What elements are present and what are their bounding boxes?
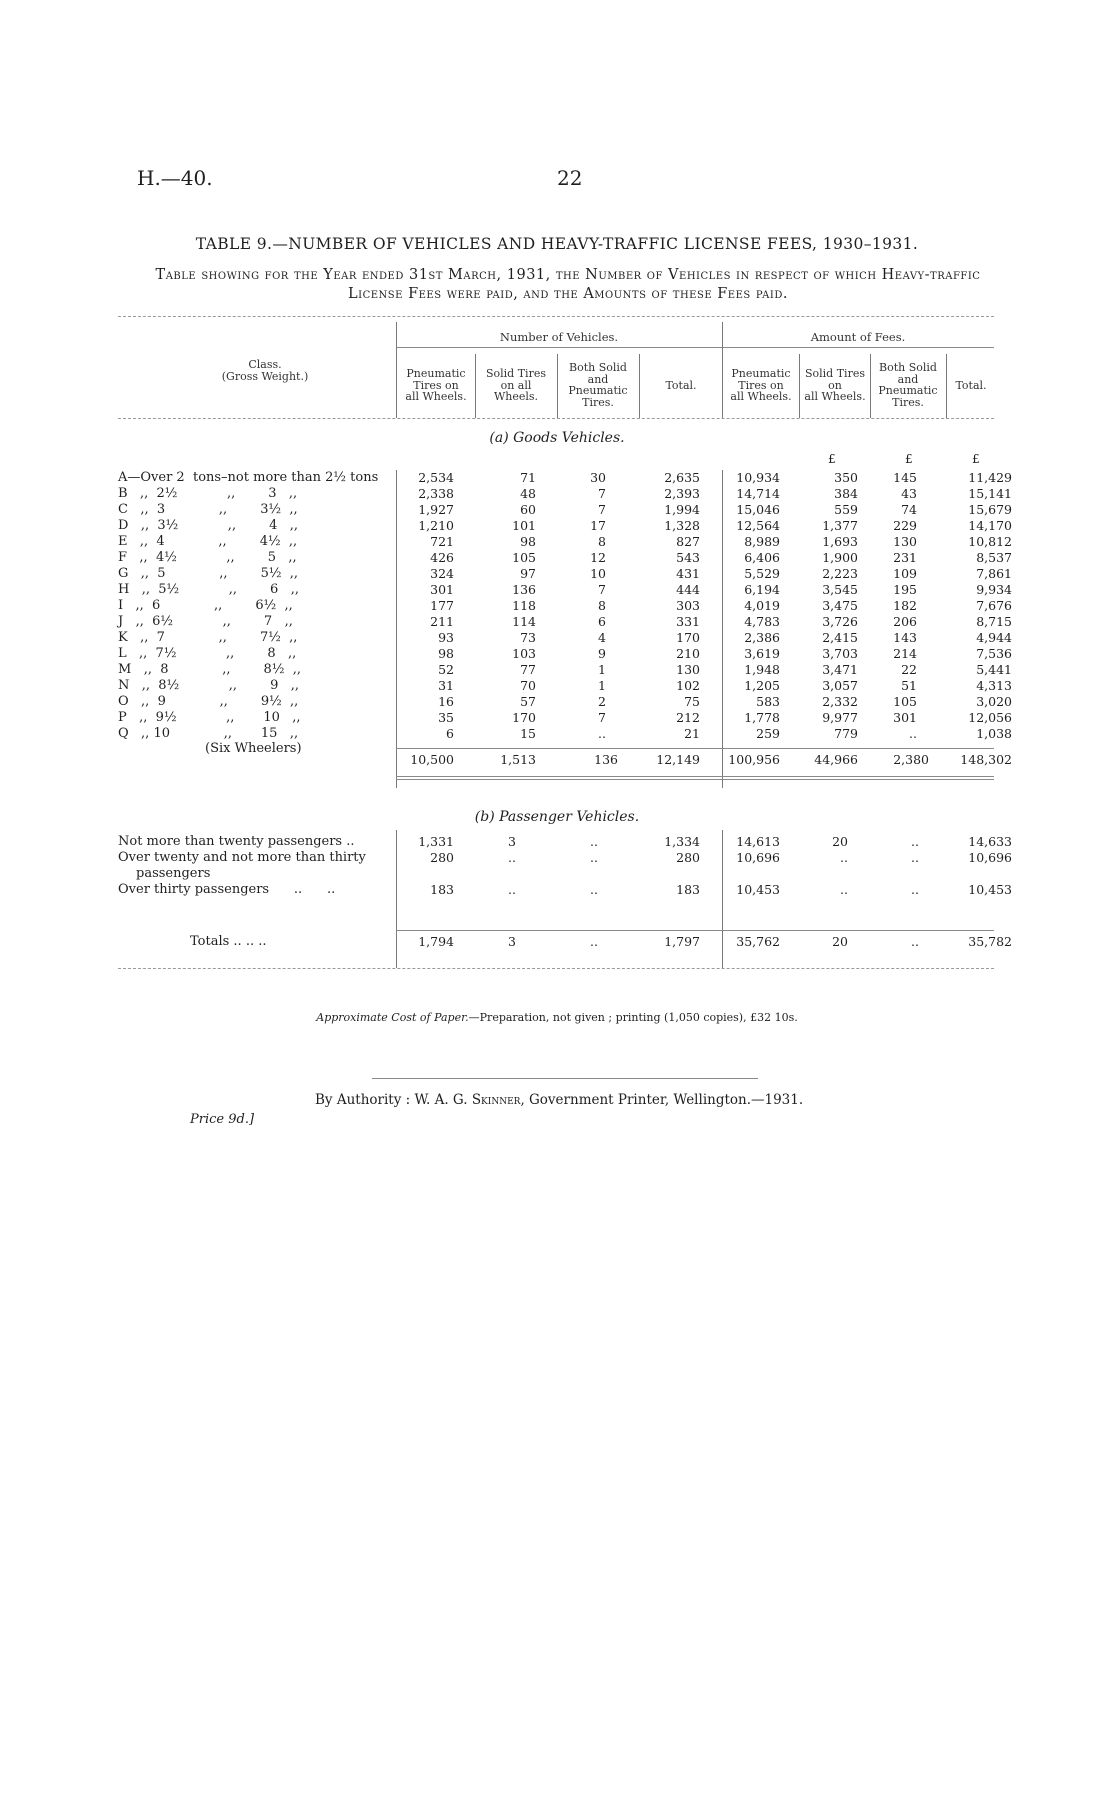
table-row (118, 518, 1012, 534)
table-subtitle: Table showing for the Year ended 31st March, 1931, the Number of Vehicles in respect of which Heavy-traffic License Fees were paid, and the Amounts of these Fees paid. (155, 267, 981, 302)
class-label: L ,, 7½ ,, 8 ,, (118, 646, 297, 661)
cell-value: 2,534 (418, 470, 454, 485)
col-both-vehicles: Both Solid and Pneumatic Tires. (568, 361, 628, 409)
passenger-class-label (118, 834, 388, 850)
cell-value: 7 (598, 502, 606, 517)
passenger-totals-row (118, 934, 1012, 950)
cell-value: 9,977 (822, 710, 858, 725)
cell-value: 8 (598, 598, 606, 613)
cell-value: 12,564 (736, 518, 780, 533)
table-row (118, 630, 1012, 646)
cell-value: 118 (512, 598, 536, 613)
cell-value: 3,545 (822, 582, 858, 597)
passenger-class-line: Over thirty passengers .. .. (118, 882, 336, 897)
table-row (118, 662, 1012, 678)
cell-value: 170 (512, 710, 536, 725)
class-header: Class. (Gross Weight.) (221, 358, 309, 383)
col-both-fees: Both Solid and Pneumatic Tires. (878, 361, 938, 409)
cell-value: 6 (598, 614, 606, 629)
cell-value: 17 (590, 518, 606, 533)
cell-value: 1 (598, 662, 606, 677)
cell-value: 2,338 (418, 486, 454, 501)
cell-value: 102 (676, 678, 700, 693)
cell-value: 57 (520, 694, 536, 709)
amount-of-fees-header: Amount of Fees. (810, 330, 906, 344)
cell-value: 303 (676, 598, 700, 613)
table-row (118, 882, 1012, 898)
cell-value: 206 (893, 614, 917, 629)
cell-value: 20 (832, 834, 848, 849)
cell-value: 1 (598, 678, 606, 693)
number-of-vehicles-header: Number of Vehicles. (499, 330, 619, 344)
cell-value: 195 (893, 582, 917, 597)
cell-value: .. (590, 882, 598, 897)
cell-value: 8,715 (976, 614, 1012, 629)
cell-value: 35 (438, 710, 454, 725)
cell-value: 14,714 (736, 486, 780, 501)
cell-value: 130 (676, 662, 700, 677)
cell-value: .. (911, 850, 919, 865)
passenger-class-line: passengers (136, 866, 211, 881)
cell-value: 3,057 (822, 678, 858, 693)
cell-value: 74 (901, 502, 917, 517)
cell-value: 43 (901, 486, 917, 501)
table-row (118, 726, 1012, 742)
cell-value: 1,900 (822, 550, 858, 565)
cell-value: 3,619 (744, 646, 780, 661)
cell-value: 1,038 (976, 726, 1012, 741)
class-label: N ,, 8½ ,, 9 ,, (118, 678, 300, 693)
cell-value: 75 (684, 694, 700, 709)
cell-value: 7 (598, 582, 606, 597)
cell-value: 10,812 (968, 534, 1012, 549)
table-row (118, 834, 1012, 850)
cell-value: 721 (430, 534, 454, 549)
cell-value: 301 (893, 710, 917, 725)
cell-value: 183 (676, 882, 700, 897)
cell-value: .. (590, 850, 598, 865)
cell-value: 143 (893, 630, 917, 645)
class-label: B ,, 2½ ,, 3 ,, (118, 486, 298, 501)
cell-value: 114 (512, 614, 536, 629)
cell-value: 9,934 (976, 582, 1012, 597)
cell-value: 280 (430, 850, 454, 865)
cost-text: —Preparation, not given ; printing (1,050 copies), £32 10s. (468, 1011, 798, 1024)
passenger-vehicles-heading: (b) Passenger Vehicles. (474, 809, 640, 825)
cell-value: .. (590, 834, 598, 849)
cell-value: 4,313 (976, 678, 1012, 693)
cell-value: 77 (520, 662, 536, 677)
table-bottom-rule (118, 968, 994, 969)
table-row (118, 850, 1012, 882)
class-label: K ,, 7 ,, 7½ ,, (118, 630, 298, 645)
cell-value: 98 (520, 534, 536, 549)
table-row (118, 694, 1012, 710)
group-rule (396, 347, 994, 348)
pound-sign: £ (905, 452, 913, 466)
cell-value: 1,377 (822, 518, 858, 533)
cell-value: 1,994 (664, 502, 700, 517)
cell-value: 183 (430, 882, 454, 897)
cell-value: 2,393 (664, 486, 700, 501)
cell-value: 51 (901, 678, 917, 693)
header-bottom-rule (118, 418, 994, 419)
cell-value: 9 (598, 646, 606, 661)
goods-fees-both: 2,380 (893, 752, 929, 767)
cell-value: 4,783 (744, 614, 780, 629)
cell-value: 5,529 (744, 566, 780, 581)
class-label: Q ,, 10 ,, 15 ,, (118, 726, 299, 741)
cell-value: 384 (834, 486, 858, 501)
cost-of-paper-note (0, 1011, 1114, 1024)
goods-total-total: 12,149 (656, 752, 700, 767)
cell-value: 214 (893, 646, 917, 661)
cell-value: 7,676 (976, 598, 1012, 613)
header-top-rule (118, 316, 994, 317)
class-label: F ,, 4½ ,, 5 ,, (118, 550, 297, 565)
cell-value: 2,386 (744, 630, 780, 645)
cell-value: 2,223 (822, 566, 858, 581)
cell-value: 130 (893, 534, 917, 549)
table-row (118, 534, 1012, 550)
cell-value: 4,019 (744, 598, 780, 613)
class-label: E ,, 4 ,, 4½ ,, (118, 534, 298, 549)
cell-value: 109 (893, 566, 917, 581)
cell-value: 14,170 (968, 518, 1012, 533)
cell-value: 2,332 (822, 694, 858, 709)
class-label: C ,, 3 ,, 3½ ,, (118, 502, 298, 517)
cell-value: .. (909, 726, 917, 741)
class-label: H ,, 5½ ,, 6 ,, (118, 582, 299, 597)
table-row (118, 646, 1012, 662)
cell-value: 31 (438, 678, 454, 693)
cell-value: 3 (508, 834, 516, 849)
cell-value: 16 (438, 694, 454, 709)
passenger-class-label (118, 850, 388, 882)
goods-fees-pneumatic: 100,956 (728, 752, 780, 767)
cell-value: 212 (676, 710, 700, 725)
cell-value: 30 (590, 470, 606, 485)
cell-value: 231 (893, 550, 917, 565)
cell-value: 431 (676, 566, 700, 581)
price-note: Price 9d.] (190, 1112, 255, 1127)
cell-value: .. (911, 882, 919, 897)
cost-label: Approximate Cost of Paper. (316, 1011, 469, 1024)
cell-value: 10,696 (736, 850, 780, 865)
cell-value: 211 (430, 614, 454, 629)
cell-value: 101 (512, 518, 536, 533)
cell-value: 1,927 (418, 502, 454, 517)
class-label: G ,, 5 ,, 5½ ,, (118, 566, 299, 581)
goods-vehicles-table (118, 470, 1012, 742)
passenger-class-line: Over twenty and not more than thirty (118, 850, 366, 865)
cell-value: 105 (893, 694, 917, 709)
class-label: J ,, 6½ ,, 7 ,, (118, 614, 293, 629)
cell-value: 444 (676, 582, 700, 597)
pass-total-solid: 3 (508, 934, 516, 949)
printer-name: Skinner (471, 1092, 521, 1108)
cell-value: 331 (676, 614, 700, 629)
cell-value: .. (840, 882, 848, 897)
cell-value: 7 (598, 710, 606, 725)
goods-totals-row (118, 752, 1012, 768)
table-row (118, 550, 1012, 566)
table-row (118, 582, 1012, 598)
goods-totals-top-rule (396, 748, 994, 749)
cell-value: 93 (438, 630, 454, 645)
cell-value: 10 (590, 566, 606, 581)
goods-vehicles-heading: (a) Goods Vehicles. (489, 430, 625, 446)
cell-value: 559 (834, 502, 858, 517)
passenger-class-line: Not more than twenty passengers .. (118, 834, 355, 849)
goods-totals-bottom-rule (396, 776, 994, 777)
cell-value: 779 (834, 726, 858, 741)
class-label: O ,, 9 ,, 9½ ,, (118, 694, 299, 709)
six-wheelers-note: (Six Wheelers) (205, 741, 302, 756)
col-pneumatic-fees: Pneumatic Tires on all Wheels. (730, 367, 792, 403)
authority-line: By Authority : W. A. G. Skinner, Government Printer, Wellington.—1931. (315, 1092, 804, 1108)
cell-value: 15,679 (968, 502, 1012, 517)
goods-total-both: 136 (594, 752, 618, 767)
cell-value: 583 (756, 694, 780, 709)
goods-fees-total: 148,302 (960, 752, 1012, 767)
cell-value: 15 (520, 726, 536, 741)
cell-value: 324 (430, 566, 454, 581)
cell-value: 136 (512, 582, 536, 597)
cell-value: 301 (430, 582, 454, 597)
cell-value: 10,934 (736, 470, 780, 485)
cell-value: 2,415 (822, 630, 858, 645)
passenger-class-label (118, 882, 388, 898)
passenger-vehicles-table (118, 834, 1012, 898)
cell-value: .. (911, 834, 919, 849)
cell-value: 7 (598, 486, 606, 501)
cell-value: 3,726 (822, 614, 858, 629)
table-row (118, 486, 1012, 502)
cell-value: 259 (756, 726, 780, 741)
cell-value: 98 (438, 646, 454, 661)
cell-value: 7,861 (976, 566, 1012, 581)
pass-fees-total: 35,782 (968, 934, 1012, 949)
cell-value: 2,635 (664, 470, 700, 485)
pass-total-total: 1,797 (664, 934, 700, 949)
cell-value: 1,334 (664, 834, 700, 849)
totals-label: Totals .. .. .. (190, 934, 267, 949)
col-total-fees: Total. (955, 379, 987, 392)
table-row (118, 502, 1012, 518)
cell-value: 105 (512, 550, 536, 565)
cell-value: 1,331 (418, 834, 454, 849)
cell-value: 1,328 (664, 518, 700, 533)
cell-value: 14,633 (968, 834, 1012, 849)
col-pneumatic-vehicles: Pneumatic Tires on all Wheels. (405, 367, 467, 403)
cell-value: 5,441 (976, 662, 1012, 677)
cell-value: 8 (598, 534, 606, 549)
cell-value: 11,429 (968, 470, 1012, 485)
cell-value: 1,693 (822, 534, 858, 549)
passenger-totals-top-rule (396, 930, 994, 931)
cell-value: 15,046 (736, 502, 780, 517)
class-label: A—Over 2 tons–not more than 2½ tons (118, 470, 379, 485)
cell-value: 22 (901, 662, 917, 677)
goods-total-pneumatic: 10,500 (410, 752, 454, 767)
class-label: M ,, 8 ,, 8½ ,, (118, 662, 301, 677)
table-row (118, 598, 1012, 614)
cell-value: 97 (520, 566, 536, 581)
table-title: TABLE 9.—NUMBER OF VEHICLES AND HEAVY-TRAFFIC LICENSE FEES, 1930–1931. (195, 235, 919, 253)
cell-value: 10,453 (736, 882, 780, 897)
cell-value: .. (598, 726, 606, 741)
pass-fees-pneumatic: 35,762 (736, 934, 780, 949)
cell-value: 170 (676, 630, 700, 645)
cell-value: 6,194 (744, 582, 780, 597)
cell-value: 48 (520, 486, 536, 501)
cell-value: 182 (893, 598, 917, 613)
page-number: 22 (557, 166, 583, 190)
col-total-vehicles: Total. (665, 379, 697, 392)
cell-value: .. (508, 850, 516, 865)
cell-value: 280 (676, 850, 700, 865)
cell-value: 145 (893, 470, 917, 485)
pass-fees-both: .. (911, 934, 919, 949)
cell-value: 177 (430, 598, 454, 613)
cell-value: 60 (520, 502, 536, 517)
footer-rule (372, 1078, 758, 1079)
pound-sign: £ (972, 452, 980, 466)
cell-value: 4,944 (976, 630, 1012, 645)
table-row (118, 566, 1012, 582)
cell-value: 543 (676, 550, 700, 565)
goods-fees-solid: 44,966 (814, 752, 858, 767)
cell-value: 426 (430, 550, 454, 565)
cell-value: 1,205 (744, 678, 780, 693)
cell-value: 21 (684, 726, 700, 741)
cell-value: 15,141 (968, 486, 1012, 501)
table-row (118, 470, 1012, 486)
cell-value: 3,471 (822, 662, 858, 677)
cell-value: 1,210 (418, 518, 454, 533)
table-row (118, 614, 1012, 630)
col-solid-fees: Solid Tires on all Wheels. (804, 367, 866, 403)
cell-value: 827 (676, 534, 700, 549)
class-label: I ,, 6 ,, 6½ ,, (118, 598, 293, 613)
cell-value: 71 (520, 470, 536, 485)
cell-value: 1,778 (744, 710, 780, 725)
cell-value: 73 (520, 630, 536, 645)
cell-value: 3,020 (976, 694, 1012, 709)
pound-sign: £ (828, 452, 836, 466)
cell-value: 1,948 (744, 662, 780, 677)
cell-value: 3,703 (822, 646, 858, 661)
goods-total-solid: 1,513 (500, 752, 536, 767)
pass-total-pneumatic: 1,794 (418, 934, 454, 949)
cell-value: .. (508, 882, 516, 897)
cell-value: 7,536 (976, 646, 1012, 661)
cell-value: 14,613 (736, 834, 780, 849)
cell-value: 229 (893, 518, 917, 533)
cell-value: 10,453 (968, 882, 1012, 897)
report-code: H.—40. (137, 166, 213, 190)
table-row (118, 710, 1012, 726)
class-label: P ,, 9½ ,, 10 ,, (118, 710, 301, 725)
cell-value: 350 (834, 470, 858, 485)
cell-value: 10,696 (968, 850, 1012, 865)
cell-value: 52 (438, 662, 454, 677)
pass-fees-solid: 20 (832, 934, 848, 949)
cell-value: 4 (598, 630, 606, 645)
cell-value: 70 (520, 678, 536, 693)
cell-value: 8,537 (976, 550, 1012, 565)
cell-value: 6,406 (744, 550, 780, 565)
class-label: D ,, 3½ ,, 4 ,, (118, 518, 299, 533)
table-row (118, 678, 1012, 694)
cell-value: 6 (446, 726, 454, 741)
cell-value: .. (840, 850, 848, 865)
cell-value: 12 (590, 550, 606, 565)
col-solid-vehicles: Solid Tires on all Wheels. (485, 367, 546, 403)
pass-total-both: .. (590, 934, 598, 949)
cell-value: 103 (512, 646, 536, 661)
cell-value: 8,989 (744, 534, 780, 549)
cell-value: 2 (598, 694, 606, 709)
cell-value: 3,475 (822, 598, 858, 613)
cell-value: 12,056 (968, 710, 1012, 725)
cell-value: 210 (676, 646, 700, 661)
